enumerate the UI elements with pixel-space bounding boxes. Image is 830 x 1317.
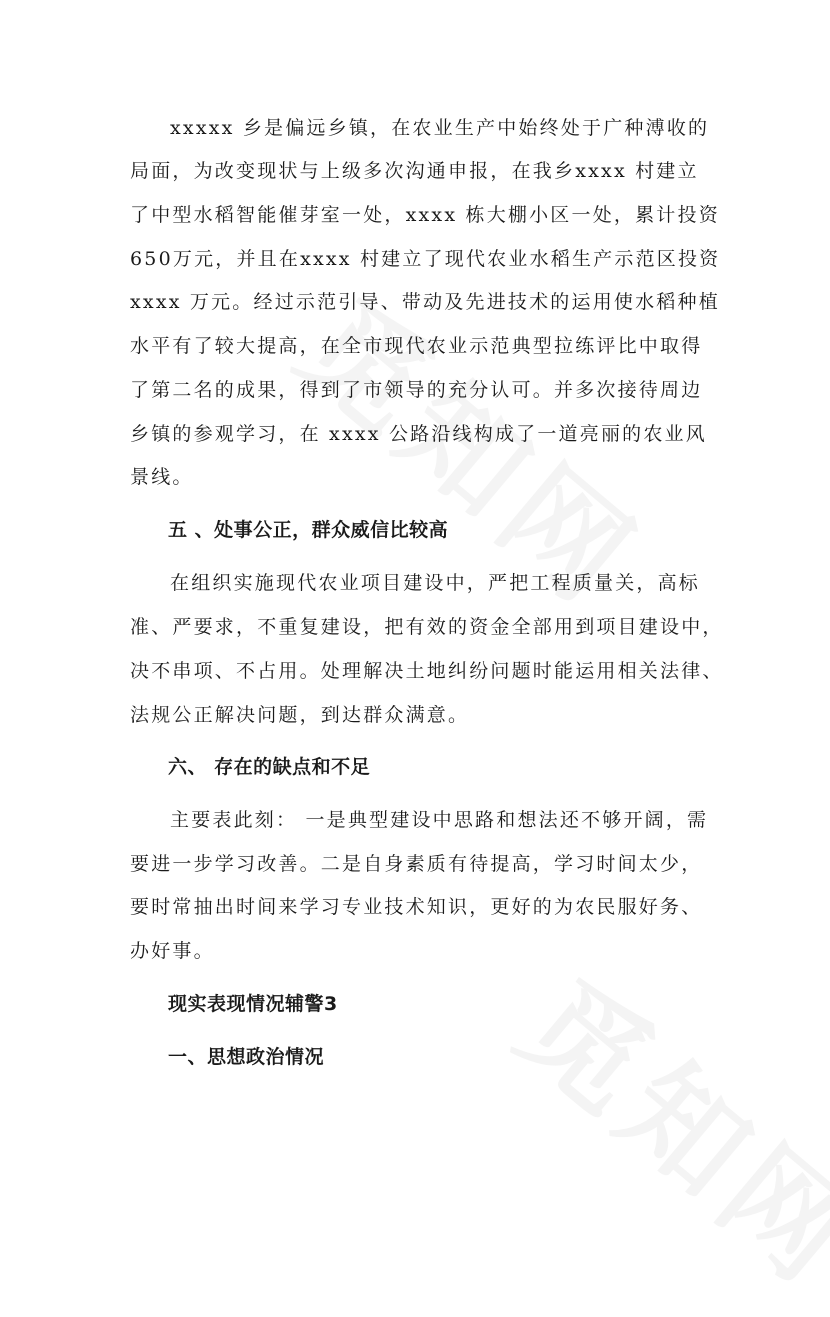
- text-line: 景线。: [130, 466, 194, 488]
- text-line: 办好事。: [130, 940, 215, 962]
- text-line: 了第二名的成果，得到了市领导的充分认可。并多次接待周边: [130, 379, 703, 401]
- text-line: 准、严要求，不重复建设，把有效的资金全部用到项目建设中，: [130, 616, 724, 638]
- text-line: 局面，为改变现状与上级多次沟通申报，在我乡xxxx 村建立: [130, 160, 699, 182]
- text-line: 要进一步学习改善。二是自身素质有待提高，学习时间太少，: [130, 853, 703, 875]
- text-line: 法规公正解决问题，到达群众满意。: [130, 704, 470, 726]
- text-line: xxxx 万元。经过示范引导、带动及先进技术的运用使水稻种植: [130, 291, 720, 313]
- watermark: [490, 935, 830, 1317]
- document-subtitle: 现实表现情况辅警3: [168, 993, 338, 1015]
- section-heading-1: 一、思想政治情况: [168, 1046, 325, 1068]
- text-line: 乡镇的参观学习，在 xxxx 公路沿线构成了一道亮丽的农业风: [130, 423, 707, 445]
- text-line: 在组织实施现代农业项目建设中，严把工程质量关，高标: [170, 572, 701, 594]
- text-line: 水平有了较大提高，在全市现代农业示范典型拉练评比中取得: [130, 335, 703, 357]
- section-heading-6: 六、 存在的缺点和不足: [168, 756, 371, 778]
- section-heading-5: 五 、处事公正，群众威信比较高: [168, 519, 449, 541]
- text-line: 要时常抽出时间来学习专业技术知识，更好的为农民服好务、: [130, 896, 703, 918]
- text-line: 650万元，并且在xxxx 村建立了现代农业水稻生产示范区投资: [130, 248, 721, 270]
- text-line: 了中型水稻智能催芽室一处，xxxx 栋大棚小区一处，累计投资: [130, 204, 720, 226]
- text-line: 决不串项、不占用。处理解决土地纠纷问题时能运用相关法律、: [130, 660, 724, 682]
- text-line: 主要表此刻： 一是典型建设中思路和想法还不够开阔，需: [170, 809, 709, 831]
- text-line: xxxxx 乡是偏远乡镇，在农业生产中始终处于广种溥收的: [170, 117, 710, 139]
